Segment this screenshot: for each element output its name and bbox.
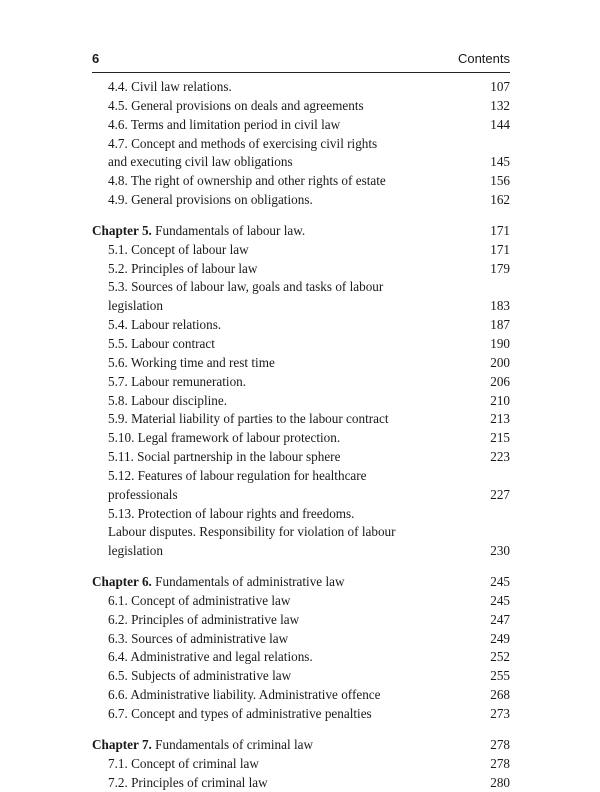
toc-entry[interactable] — [92, 297, 510, 316]
toc-entry-title: 6.2. Principles of administrative law — [108, 611, 300, 627]
chapter-label: Chapter 5. — [92, 222, 152, 238]
toc-entry-title: Chapter 5. Fundamentals of labour law. — [92, 222, 306, 238]
toc-entry-title: 5.1. Concept of labour law — [108, 241, 249, 257]
toc-page-number: 278 — [490, 755, 510, 771]
toc-entry-title: 7.1. Concept of criminal law — [108, 755, 259, 771]
toc-page-number: 171 — [490, 241, 510, 257]
toc-entry[interactable] — [92, 429, 510, 448]
toc-page-number: 249 — [490, 630, 510, 646]
toc-page-number: 215 — [490, 430, 510, 446]
toc-page-number: 183 — [490, 298, 510, 314]
toc-entry-title: 6.7. Concept and types of administrative penalties — [108, 706, 372, 721]
toc-page-number: 200 — [490, 354, 510, 370]
toc-page-number: 145 — [490, 154, 510, 170]
toc-entry-title: Chapter 6. Fundamentals of administrative law — [92, 574, 345, 590]
toc-page-number: 280 — [490, 774, 510, 790]
toc-entry[interactable] — [92, 686, 510, 705]
toc-page-number: 227 — [490, 486, 510, 502]
toc-entry[interactable] — [92, 373, 510, 392]
toc-entry-title: 5.8. Labour discipline. — [108, 392, 228, 408]
toc-entry[interactable] — [92, 172, 510, 191]
toc-entry[interactable] — [92, 354, 510, 373]
toc-page-number: 213 — [490, 411, 510, 427]
toc-page-number: 252 — [490, 649, 510, 665]
toc-entry-title: 5.7. Labour remuneration. — [108, 373, 247, 389]
toc-entry[interactable] — [92, 316, 510, 335]
toc-page-number: 245 — [490, 592, 510, 608]
toc-entry-title: 5.10. Legal framework of labour protection. — [108, 430, 341, 446]
toc-page-number: 132 — [490, 97, 510, 113]
toc-page-number: 268 — [490, 687, 510, 703]
toc-entry-line: 4.7. Concept and methods of exercising civil rights — [108, 135, 378, 151]
toc-page-number: 144 — [490, 116, 510, 132]
toc-entry[interactable] — [92, 630, 510, 649]
toc-entry-line: Labour disputes. Responsibility for violation of labour — [108, 524, 396, 540]
toc-page-number: 206 — [490, 373, 510, 389]
toc-entry-line: 5.3. Sources of labour law, goals and tasks of labour — [108, 279, 384, 295]
toc-entry-title: 6.3. Sources of administrative law — [108, 630, 289, 646]
toc-entry-title: 4.9. General provisions on obligations. — [108, 192, 313, 208]
toc-page-number: 223 — [490, 449, 510, 465]
toc-page-number: 162 — [490, 192, 510, 208]
toc-entry[interactable] — [92, 153, 510, 172]
toc-entry-title: legislation — [108, 298, 163, 314]
toc-page-number: 107 — [490, 79, 510, 94]
toc-entry[interactable] — [92, 755, 510, 774]
toc-entry[interactable] — [92, 335, 510, 354]
toc-chapter-entry[interactable] — [92, 222, 510, 241]
toc-entry[interactable] — [92, 260, 510, 279]
toc-entry[interactable] — [92, 410, 510, 429]
toc-entry-title: 5.9. Material liability of parties to the labour contract — [108, 411, 389, 427]
toc-page-number: 210 — [490, 392, 510, 408]
toc-page-number: 278 — [490, 736, 510, 752]
table-of-contents — [92, 78, 510, 792]
toc-entry-title: and executing civil law obligations — [108, 154, 293, 170]
toc-entry[interactable] — [92, 116, 510, 135]
toc-page-number: 255 — [490, 668, 510, 684]
toc-page-number: 247 — [490, 611, 510, 627]
toc-entry-title: 5.5. Labour contract — [108, 335, 215, 351]
toc-page-number: 171 — [490, 222, 510, 238]
toc-page-number: 230 — [490, 543, 510, 559]
toc-entry-title: Chapter 7. Fundamentals of criminal law — [92, 736, 313, 752]
toc-entry-title: 6.1. Concept of administrative law — [108, 592, 291, 608]
toc-entry-title: 5.6. Working time and rest time — [108, 354, 275, 370]
chapter-label: Chapter 6. — [92, 574, 152, 590]
toc-entry[interactable] — [92, 611, 510, 630]
toc-entry[interactable] — [92, 191, 510, 210]
toc-entry-title: 6.4. Administrative and legal relations. — [108, 649, 313, 665]
toc-entry-title: legislation — [108, 543, 163, 559]
toc-entry-title: 6.6. Administrative liability. Administrative offence — [108, 687, 381, 703]
toc-entry-title: 4.4. Civil law relations. — [108, 79, 232, 94]
toc-entry-title: 5.11. Social partnership in the labour sphere — [108, 449, 341, 465]
toc-entry-title: professionals — [108, 486, 178, 502]
toc-entry[interactable] — [92, 78, 510, 97]
toc-entry-title: 6.5. Subjects of administrative law — [108, 668, 292, 684]
toc-entry[interactable] — [92, 592, 510, 611]
toc-entry[interactable] — [92, 392, 510, 411]
toc-entry-title: 5.4. Labour relations. — [108, 317, 222, 333]
toc-page-number: 156 — [490, 173, 510, 189]
toc-entry[interactable] — [92, 705, 510, 724]
running-title: Contents — [457, 51, 510, 66]
toc-page-number: 245 — [490, 574, 510, 590]
toc-entry-title: 4.8. The right of ownership and other rights of estate — [108, 173, 386, 189]
toc-page-number: 187 — [490, 317, 510, 333]
toc-page-number: 190 — [490, 335, 510, 351]
toc-entry[interactable] — [92, 448, 510, 467]
toc-chapter-entry[interactable] — [92, 736, 510, 755]
toc-page-number: 273 — [490, 706, 510, 721]
chapter-label: Chapter 7. — [92, 736, 152, 752]
toc-entry-title: 4.6. Terms and limitation period in civil law — [108, 116, 341, 132]
toc-entry-title: 7.2. Principles of criminal law — [108, 774, 268, 790]
toc-entry[interactable] — [92, 241, 510, 260]
toc-chapter-entry[interactable] — [92, 573, 510, 592]
toc-entry-title: 4.5. General provisions on deals and agreements — [108, 97, 364, 113]
page-number: 6 — [92, 51, 100, 66]
toc-page-number: 179 — [490, 260, 510, 276]
toc-entry[interactable] — [92, 648, 510, 667]
toc-entry[interactable] — [92, 486, 510, 505]
toc-entry[interactable] — [92, 97, 510, 116]
toc-entry-title: 5.2. Principles of labour law — [108, 260, 258, 276]
toc-entry[interactable] — [92, 667, 510, 686]
toc-entry-line: 5.12. Features of labour regulation for healthcare — [108, 467, 367, 483]
toc-entry[interactable] — [92, 542, 510, 561]
toc-entry[interactable] — [92, 774, 510, 792]
toc-entry-line: 5.13. Protection of labour rights and freedoms. — [108, 505, 355, 521]
page-header — [92, 50, 510, 73]
